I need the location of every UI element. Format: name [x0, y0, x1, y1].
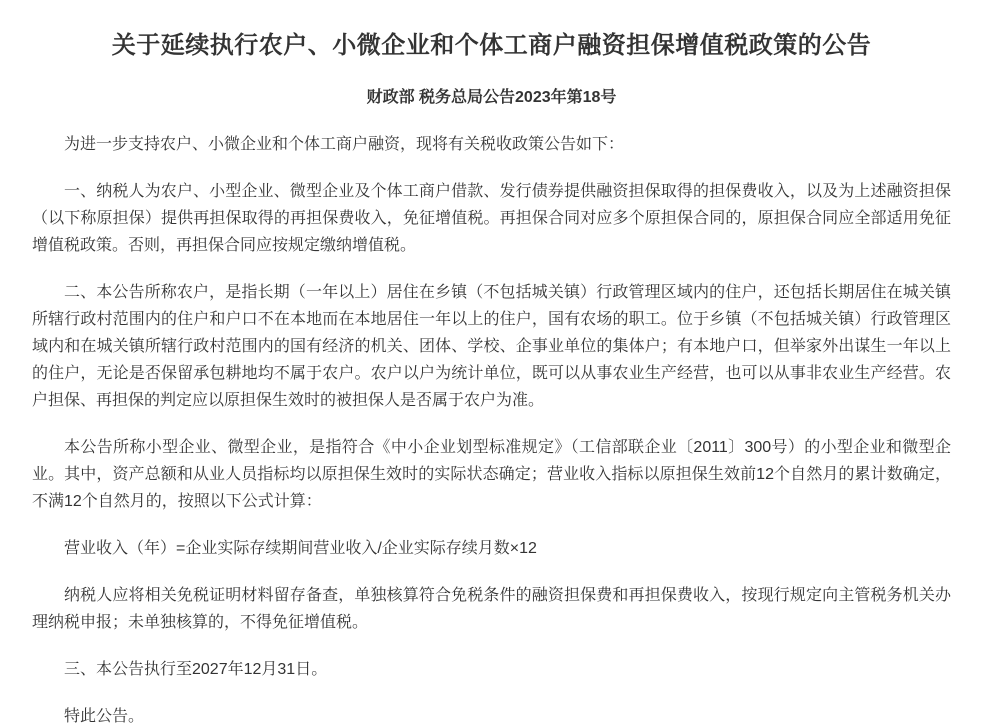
document-title: 关于延续执行农户、小微企业和个体工商户融资担保增值税政策的公告 [111, 32, 872, 59]
filing-requirement-paragraph: 纳税人应将相关免税证明材料留存备查，单独核算符合免税条件的融资担保费和再担保费收入，按现行规定向主管税务机关办理纳税申报；未单独核算的，不得免征增值税。 [32, 587, 951, 631]
small-micro-enterprise-definition-paragraph: 本公告所称小型企业、微型企业，是指符合《中小企业划型标准规定》（工信部联企业〔2011〕300号）的小型企业和微型企业。其中，资产总额和从业人员指标均以原担保生效时的实际状态确定；营业收入指标以原担保生效前12个自然月的累计数确定，不满12个自然月的，按照以下公式计算： [32, 439, 951, 510]
article-1-paragraph: 一、纳税人为农户、小型企业、微型企业及个体工商户借款、发行债券提供融资担保取得的担保费收入，以及为上述融资担保（以下称原担保）提供再担保取得的再担保费收入，免征增值税。再担保合同对应多个原担保合同的，原担保合同应全部适用免征增值税政策。否则，再担保合同应按规定缴纳增值税。 [32, 183, 951, 254]
document-number-subtitle: 财政部 税务总局公告2023年第18号 [366, 89, 617, 106]
article-3-effective-date-paragraph: 三、本公告执行至2027年12月31日。 [64, 661, 328, 678]
intro-paragraph: 为进一步支持农户、小微企业和个体工商户融资，现将有关税收政策公告如下： [64, 136, 625, 153]
closing-paragraph: 特此公告。 [64, 708, 145, 724]
article-2-farmer-definition-paragraph: 二、本公告所称农户，是指长期（一年以上）居住在乡镇（不包括城关镇）行政管理区域内的住户，还包括长期居住在城关镇所辖行政村范围内的住户和户口不在本地而在本地居住一年以上的住户，国有农场的职工。位于乡镇（不包括城关镇）行政管理区域内和在城关镇所辖行政村范围内的国有经济的机关、团体、学校、企事业单位的集体户；有本地户口，但举家外出谋生一年以上的住户，无论是否保留承包耕地均不属于农户。农户以户为统计单位，既可以从事农业生产经营，也可以从事非农业生产经营。农户担保、再担保的判定应以原担保生效时的被担保人是否属于农户为准。 [32, 284, 951, 409]
revenue-formula-line: 营业收入（年）=企业实际存续期间营业收入/企业实际存续月数×12 [64, 540, 537, 557]
